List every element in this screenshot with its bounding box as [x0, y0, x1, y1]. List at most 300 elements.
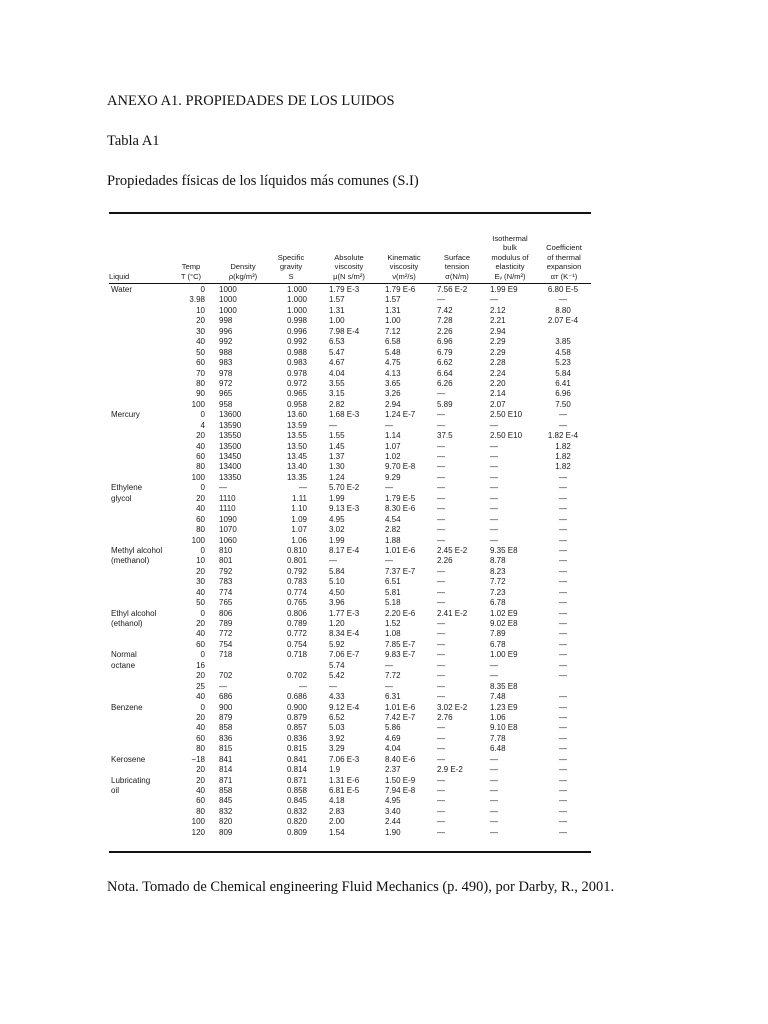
- table-cell-surface-tension: —: [437, 733, 445, 743]
- table-cell-kinematic-viscosity: 2.44: [385, 817, 401, 827]
- table-cell-bulk-modulus: 9.02 E8: [490, 619, 518, 628]
- column-header-line: σ(N/m): [445, 271, 469, 281]
- table-cell-thermal-expansion: —: [559, 504, 567, 514]
- table-cell-density: 972: [219, 378, 233, 388]
- table-cell-bulk-modulus: 1.00 E9: [490, 650, 518, 660]
- table-row: [109, 483, 591, 493]
- table-cell-temp: 40: [196, 587, 205, 597]
- table-cell-thermal-expansion: —: [559, 744, 567, 754]
- table-cell-bulk-modulus: —: [490, 295, 498, 305]
- table-cell-density: 13400: [219, 462, 242, 472]
- column-header-line: μ(N s/m²): [333, 271, 365, 281]
- table-cell-surface-tension: —: [437, 744, 445, 754]
- table-cell-kinematic-viscosity: 7.12: [385, 326, 401, 336]
- table-cell-kinematic-viscosity: 4.75: [385, 358, 401, 368]
- table-cell-temp: 20: [196, 566, 205, 576]
- table-cell-bulk-modulus: 2.50 E10: [490, 431, 523, 441]
- table-cell-density: 801: [219, 556, 233, 566]
- table-cell-kinematic-viscosity: 4.54: [385, 514, 401, 524]
- table-cell-thermal-expansion: 5.23: [555, 358, 571, 368]
- table-cell-density: 978: [219, 368, 233, 378]
- table-cell-thermal-expansion: —: [559, 796, 567, 806]
- table-cell-absolute-viscosity: 1.30: [329, 462, 345, 472]
- table-cell-temp: 50: [196, 598, 205, 608]
- table-cell-specific-gravity: 13.35: [286, 472, 307, 482]
- column-header-line: αᴛ (K⁻¹): [550, 271, 578, 281]
- table-body: [109, 285, 591, 838]
- table-row: [109, 525, 591, 535]
- table-cell-kinematic-viscosity: 2.37: [385, 765, 401, 775]
- table-row: [109, 285, 591, 295]
- table-cell-density: 998: [219, 316, 233, 326]
- table-cell-thermal-expansion: —: [559, 650, 567, 660]
- table-cell-surface-tension: —: [437, 806, 445, 816]
- table-cell-kinematic-viscosity: 5.18: [385, 598, 401, 608]
- table-cell-absolute-viscosity: 1.99: [329, 493, 345, 503]
- table-cell-absolute-viscosity: —: [329, 681, 337, 691]
- table-cell-absolute-viscosity: 9.12 E-4: [329, 702, 360, 712]
- table-cell-density: 13600: [219, 410, 242, 420]
- table-cell-temp: 60: [196, 796, 205, 806]
- table-cell-density: 992: [219, 337, 233, 347]
- table-cell-surface-tension: 2.45 E-2: [437, 545, 468, 555]
- table-cell-specific-gravity: 0.958: [286, 399, 307, 409]
- table-cell-kinematic-viscosity: —: [385, 556, 393, 566]
- column-header-line: gravity: [279, 262, 303, 271]
- table-cell-thermal-expansion: —: [559, 806, 567, 816]
- table-cell-absolute-viscosity: 4.95: [329, 514, 345, 524]
- table-cell-absolute-viscosity: 5.03: [329, 723, 345, 733]
- table-cell-liquid: Methyl alcohol: [111, 545, 163, 555]
- table-row: [109, 556, 591, 566]
- table-cell-specific-gravity: 0.857: [286, 723, 307, 733]
- table-cell-kinematic-viscosity: 2.94: [385, 399, 401, 409]
- column-header-line: T (°C): [180, 271, 202, 281]
- table-cell-absolute-viscosity: 5.74: [329, 660, 345, 670]
- table-row: [109, 828, 591, 838]
- table-row: [109, 316, 591, 326]
- table-row: [109, 588, 591, 598]
- table-cell-temp: 40: [196, 692, 205, 702]
- table-cell-temp: 120: [191, 827, 205, 837]
- table-cell-surface-tension: —: [437, 535, 445, 545]
- table-cell-surface-tension: —: [437, 786, 445, 795]
- table-cell-density: 996: [219, 326, 233, 336]
- table-cell-bulk-modulus: 2.29: [490, 337, 506, 347]
- table-cell-absolute-viscosity: 1.99: [329, 535, 345, 545]
- table-row: [109, 431, 591, 441]
- table-cell-thermal-expansion: —: [559, 535, 567, 545]
- table-cell-specific-gravity: 1.06: [291, 535, 307, 545]
- table-cell-kinematic-viscosity: 1.14: [385, 431, 401, 441]
- table-cell-density: 988: [219, 347, 233, 357]
- table-cell-surface-tension: 7.56 E-2: [437, 285, 468, 294]
- table-cell-surface-tension: 7.28: [437, 316, 453, 326]
- column-header-line: ρ(kg/m³): [228, 271, 258, 281]
- table-cell-specific-gravity: 0.836: [286, 733, 307, 743]
- table-cell-density: 815: [219, 744, 233, 754]
- table-cell-density: 774: [219, 587, 233, 597]
- table-cell-thermal-expansion: —: [559, 295, 567, 305]
- table-cell-absolute-viscosity: 4.67: [329, 358, 345, 368]
- table-cell-density: 814: [219, 765, 233, 775]
- table-cell-bulk-modulus: —: [490, 462, 498, 472]
- table-cell-density: 783: [219, 577, 233, 587]
- table-cell-bulk-modulus: 9.35 E8: [490, 545, 518, 555]
- table-cell-temp: 10: [196, 305, 205, 315]
- table-cell-kinematic-viscosity: 4.04: [385, 744, 401, 754]
- table-cell-bulk-modulus: 7.72: [490, 577, 506, 587]
- table-cell-specific-gravity: 0.765: [286, 598, 307, 608]
- table-cell-surface-tension: —: [437, 410, 445, 420]
- table-cell-thermal-expansion: —: [559, 817, 567, 827]
- table-cell-absolute-viscosity: 1.77 E-3: [329, 608, 360, 618]
- table-row: [109, 598, 591, 608]
- column-header-line: Surface: [443, 252, 471, 262]
- table-cell-surface-tension: —: [437, 639, 445, 649]
- table-cell-bulk-modulus: —: [490, 493, 498, 503]
- table-cell-surface-tension: —: [437, 660, 445, 670]
- table-cell-specific-gravity: 1.11: [292, 493, 307, 503]
- table-cell-specific-gravity: 0.809: [286, 827, 307, 837]
- table-cell-bulk-modulus: 6.78: [490, 598, 506, 608]
- table-cell-surface-tension: 2.9 E-2: [437, 765, 463, 775]
- table-cell-thermal-expansion: —: [559, 765, 567, 775]
- table-cell-absolute-viscosity: 3.96: [329, 598, 345, 608]
- table-cell-kinematic-viscosity: 4.69: [385, 733, 401, 743]
- table-cell-temp: 20: [196, 431, 205, 441]
- table-cell-bulk-modulus: 2.28: [490, 358, 506, 368]
- table-cell-kinematic-viscosity: 1.07: [385, 441, 401, 451]
- table-cell-absolute-viscosity: 2.83: [329, 806, 345, 816]
- table-row: [109, 473, 591, 483]
- table-cell-bulk-modulus: 1.23 E9: [490, 702, 518, 712]
- table-cell-density: —: [219, 483, 227, 493]
- table-cell-kinematic-viscosity: 3.26: [385, 389, 401, 399]
- table-cell-surface-tension: 5.89: [437, 399, 453, 409]
- table-cell-surface-tension: —: [437, 577, 445, 587]
- table-cell-temp: 40: [196, 629, 205, 639]
- table-cell-absolute-viscosity: 1.9: [329, 765, 341, 775]
- table-cell-thermal-expansion: —: [559, 483, 567, 493]
- column-header-specific-gravity: [271, 212, 311, 283]
- table-cell-bulk-modulus: 8.35 E8: [490, 681, 518, 691]
- table-cell-liquid: glycol: [111, 493, 132, 503]
- table-cell-surface-tension: 37.5: [437, 431, 453, 441]
- table-cell-temp: 10: [196, 556, 205, 566]
- table-cell-specific-gravity: 0.858: [286, 786, 307, 795]
- table-cell-bulk-modulus: 2.29: [490, 347, 506, 357]
- table-cell-specific-gravity: 0.814: [286, 765, 307, 775]
- column-header-line: Temp: [181, 262, 201, 271]
- table-cell-thermal-expansion: 1.82: [555, 441, 571, 451]
- table-cell-specific-gravity: 1.000: [286, 285, 307, 294]
- table-cell-density: 810: [219, 545, 233, 555]
- table-row: [109, 817, 591, 827]
- table-cell-temp: 70: [196, 368, 205, 378]
- table-cell-kinematic-viscosity: 1.79 E-5: [385, 493, 416, 503]
- table-cell-kinematic-viscosity: 8.40 E-6: [385, 754, 416, 764]
- table-cell-bulk-modulus: —: [490, 514, 498, 524]
- table-cell-absolute-viscosity: 1.31: [329, 305, 345, 315]
- table-cell-surface-tension: 3.02 E-2: [437, 702, 468, 712]
- table-row: [109, 609, 591, 619]
- table-cell-thermal-expansion: —: [559, 577, 567, 587]
- table-cell-thermal-expansion: —: [559, 566, 567, 576]
- table-cell-temp: 60: [196, 733, 205, 743]
- table-row: [109, 306, 591, 316]
- table-cell-thermal-expansion: —: [559, 619, 567, 628]
- table-cell-thermal-expansion: 1.82 E-4: [547, 431, 579, 441]
- table-cell-temp: 0: [200, 650, 205, 660]
- table-cell-bulk-modulus: 7.48: [490, 692, 506, 702]
- table-cell-liquid: oil: [111, 786, 120, 795]
- table-cell-absolute-viscosity: 1.20: [329, 619, 345, 628]
- table-cell-thermal-expansion: —: [559, 712, 567, 722]
- table-cell-bulk-modulus: 1.06: [490, 712, 506, 722]
- table-cell-bulk-modulus: 8.78: [490, 556, 506, 566]
- table-cell-thermal-expansion: —: [559, 525, 567, 535]
- table-row: [109, 546, 591, 556]
- table-cell-kinematic-viscosity: 1.79 E-6: [385, 285, 416, 294]
- table-cell-surface-tension: —: [437, 514, 445, 524]
- table-cell-absolute-viscosity: 4.33: [329, 692, 345, 702]
- table-row: [109, 640, 591, 650]
- table-cell-kinematic-viscosity: 3.40: [385, 806, 401, 816]
- table-cell-absolute-viscosity: 3.15: [329, 389, 345, 399]
- table-cell-density: 832: [219, 806, 233, 816]
- table-cell-specific-gravity: 1.10: [291, 504, 307, 514]
- table-cell-specific-gravity: 0.820: [286, 817, 307, 827]
- table-label: Tabla A1: [107, 133, 160, 149]
- table-row: [109, 650, 591, 660]
- table-cell-density: 845: [219, 796, 233, 806]
- table-row: [109, 619, 591, 629]
- table-cell-thermal-expansion: —: [559, 692, 567, 702]
- table-row: [109, 536, 591, 546]
- table-cell-temp: 40: [196, 723, 205, 733]
- table-row: [109, 400, 591, 410]
- table-cell-density: 900: [219, 702, 233, 712]
- table-cell-specific-gravity: 0.718: [286, 650, 307, 660]
- table-cell-specific-gravity: 1.07: [291, 525, 307, 535]
- table-cell-specific-gravity: 13.59: [286, 420, 307, 430]
- table-cell-temp: 16: [196, 660, 205, 670]
- table-cell-temp: 40: [196, 337, 205, 347]
- table-cell-surface-tension: —: [437, 504, 445, 514]
- table-cell-density: 772: [219, 629, 233, 639]
- table-cell-temp: 90: [196, 389, 205, 399]
- table-row: [109, 807, 591, 817]
- table-row: [109, 421, 591, 431]
- table-row: [109, 410, 591, 420]
- table-cell-kinematic-viscosity: 5.48: [385, 347, 401, 357]
- table-cell-thermal-expansion: —: [559, 514, 567, 524]
- table-cell-density: 13450: [219, 452, 242, 461]
- table-cell-bulk-modulus: 9.10 E8: [490, 723, 518, 733]
- document-heading: ANEXO A1. PROPIEDADES DE LOS LUIDOS: [107, 93, 395, 109]
- column-header-line: Specific: [277, 252, 305, 262]
- table-cell-bulk-modulus: 2.12: [490, 305, 506, 315]
- column-header-absolute-viscosity: [321, 212, 377, 283]
- table-cell-specific-gravity: 0.810: [286, 545, 307, 555]
- column-header-line: tension: [444, 262, 470, 271]
- table-cell-surface-tension: 6.79: [437, 347, 453, 357]
- table-cell-surface-tension: —: [437, 441, 445, 451]
- table-row: [109, 723, 591, 733]
- table-cell-thermal-expansion: —: [559, 786, 567, 795]
- table-cell-absolute-viscosity: 1.31 E-6: [329, 775, 360, 785]
- table-cell-thermal-expansion: —: [559, 775, 567, 785]
- table-cell-surface-tension: —: [437, 566, 445, 576]
- table-cell-density: 789: [219, 619, 233, 628]
- column-header-line: Isothermal: [492, 233, 528, 243]
- table-cell-density: 871: [219, 775, 233, 785]
- table-cell-surface-tension: —: [437, 723, 445, 733]
- table-cell-thermal-expansion: 1.82: [555, 462, 571, 472]
- table-cell-thermal-expansion: —: [559, 420, 567, 430]
- table-cell-bulk-modulus: —: [490, 472, 498, 482]
- table-cell-specific-gravity: 13.45: [286, 452, 307, 461]
- table-cell-temp: 50: [196, 347, 205, 357]
- table-cell-density: 879: [219, 712, 233, 722]
- table-cell-density: 686: [219, 692, 233, 702]
- table-cell-thermal-expansion: 2.07 E-4: [547, 316, 579, 326]
- table-cell-temp: 30: [196, 326, 205, 336]
- table-cell-specific-gravity: 0.789: [286, 619, 307, 628]
- table-cell-bulk-modulus: 2.24: [490, 368, 506, 378]
- column-header-line: Density: [230, 262, 256, 271]
- table-cell-bulk-modulus: 1.99 E9: [490, 285, 518, 294]
- table-cell-surface-tension: —: [437, 650, 445, 660]
- table-row: [109, 755, 591, 765]
- table-cell-thermal-expansion: —: [559, 472, 567, 482]
- table-cell-kinematic-viscosity: 5.86: [385, 723, 401, 733]
- table-cell-surface-tension: 7.42: [437, 305, 453, 315]
- table-cell-temp: 60: [196, 452, 205, 461]
- table-cell-surface-tension: —: [437, 462, 445, 472]
- table-cell-specific-gravity: 0.992: [286, 337, 307, 347]
- table-cell-thermal-expansion: —: [559, 733, 567, 743]
- column-header-line: Eᵥ (N/m²): [494, 271, 526, 281]
- table-cell-temp: 20: [196, 619, 205, 628]
- table-cell-specific-gravity: 0.978: [286, 368, 307, 378]
- table-cell-bulk-modulus: —: [490, 765, 498, 775]
- table-cell-liquid: octane: [111, 660, 136, 670]
- table-cell-surface-tension: —: [437, 483, 445, 493]
- table-cell-density: 1000: [219, 305, 237, 315]
- table-cell-absolute-viscosity: 3.55: [329, 378, 345, 388]
- table-cell-kinematic-viscosity: 1.57: [385, 295, 401, 305]
- table-cell-specific-gravity: 0.988: [286, 347, 307, 357]
- table-cell-specific-gravity: 0.792: [286, 566, 307, 576]
- table-cell-specific-gravity: 13.50: [286, 441, 307, 451]
- table-cell-density: 1090: [219, 514, 237, 524]
- table-caption: Propiedades físicas de los líquidos más comunes (S.I): [107, 173, 419, 189]
- column-header-line: Kinematic: [387, 252, 421, 262]
- table-cell-density: 958: [219, 399, 233, 409]
- table-row: [109, 389, 591, 399]
- table-cell-surface-tension: —: [437, 295, 445, 305]
- table-cell-surface-tension: 2.76: [437, 712, 453, 722]
- column-header-line: viscosity: [334, 262, 364, 271]
- table-cell-kinematic-viscosity: 7.72: [385, 671, 401, 681]
- table-cell-specific-gravity: 0.754: [286, 639, 307, 649]
- table-cell-bulk-modulus: 7.23: [490, 587, 506, 597]
- table-cell-specific-gravity: 0.996: [286, 326, 307, 336]
- table-cell-absolute-viscosity: 1.57: [329, 295, 345, 305]
- table-cell-temp: 100: [191, 817, 205, 827]
- table-cell-kinematic-viscosity: 9.29: [385, 472, 401, 482]
- table-cell-kinematic-viscosity: 4.13: [385, 368, 401, 378]
- table-cell-absolute-viscosity: 3.92: [329, 733, 345, 743]
- table-cell-temp: 100: [191, 535, 205, 545]
- table-cell-surface-tension: 6.64: [437, 368, 453, 378]
- table-cell-temp: 20: [196, 493, 205, 503]
- table-cell-specific-gravity: 0.702: [286, 671, 307, 681]
- table-cell-liquid: Normal: [111, 650, 137, 660]
- table-cell-kinematic-viscosity: 7.85 E-7: [385, 639, 416, 649]
- table-cell-absolute-viscosity: 1.54: [329, 827, 345, 837]
- table-row: [109, 682, 591, 692]
- table-cell-temp: 0: [200, 285, 205, 294]
- table-cell-temp: 20: [196, 671, 205, 681]
- table-cell-surface-tension: 2.26: [437, 326, 453, 336]
- table-cell-kinematic-viscosity: 6.31: [385, 692, 401, 702]
- table-cell-kinematic-viscosity: 2.20 E-6: [385, 608, 416, 618]
- table-cell-specific-gravity: 13.55: [286, 431, 307, 441]
- column-header-line: expansion: [546, 262, 582, 271]
- table-cell-density: 13350: [219, 472, 242, 482]
- table-cell-specific-gravity: —: [299, 681, 307, 691]
- table-cell-bulk-modulus: 2.14: [490, 389, 506, 399]
- table-row: [109, 567, 591, 577]
- table-cell-specific-gravity: 0.841: [286, 754, 307, 764]
- table-cell-kinematic-viscosity: 2.82: [385, 525, 401, 535]
- table-cell-absolute-viscosity: 1.45: [329, 441, 345, 451]
- table-cell-temp: 60: [196, 639, 205, 649]
- table-cell-kinematic-viscosity: 7.94 E-8: [385, 786, 416, 795]
- table-cell-absolute-viscosity: 4.18: [329, 796, 345, 806]
- table-cell-liquid: (methanol): [111, 556, 150, 566]
- table-cell-absolute-viscosity: 7.06 E-7: [329, 650, 360, 660]
- table-cell-density: 1070: [219, 525, 237, 535]
- table-cell-bulk-modulus: 2.50 E10: [490, 410, 523, 420]
- table-cell-density: 702: [219, 671, 233, 681]
- table-row: [109, 337, 591, 347]
- table-cell-density: 13590: [219, 420, 242, 430]
- column-header-line: viscosity: [389, 262, 419, 271]
- table-row: [109, 327, 591, 337]
- table-cell-temp: 20: [196, 765, 205, 775]
- table-cell-absolute-viscosity: 1.55: [329, 431, 345, 441]
- table-cell-absolute-viscosity: 7.06 E-3: [329, 754, 360, 764]
- table-cell-kinematic-viscosity: 8.30 E-6: [385, 504, 416, 514]
- table-cell-kinematic-viscosity: 1.01 E-6: [385, 702, 416, 712]
- column-header-density: [221, 212, 265, 283]
- table-cell-thermal-expansion: —: [559, 827, 567, 837]
- table-cell-temp: 60: [196, 358, 205, 368]
- table-row: [109, 358, 591, 368]
- table-cell-kinematic-viscosity: 1.31: [385, 305, 401, 315]
- table-cell-density: 1000: [219, 285, 237, 294]
- table-cell-thermal-expansion: 6.96: [555, 389, 571, 399]
- table-cell-thermal-expansion: —: [559, 587, 567, 597]
- table-cell-thermal-expansion: —: [559, 608, 567, 618]
- table-row: [109, 734, 591, 744]
- table-cell-surface-tension: 6.26: [437, 378, 453, 388]
- table-cell-surface-tension: —: [437, 472, 445, 482]
